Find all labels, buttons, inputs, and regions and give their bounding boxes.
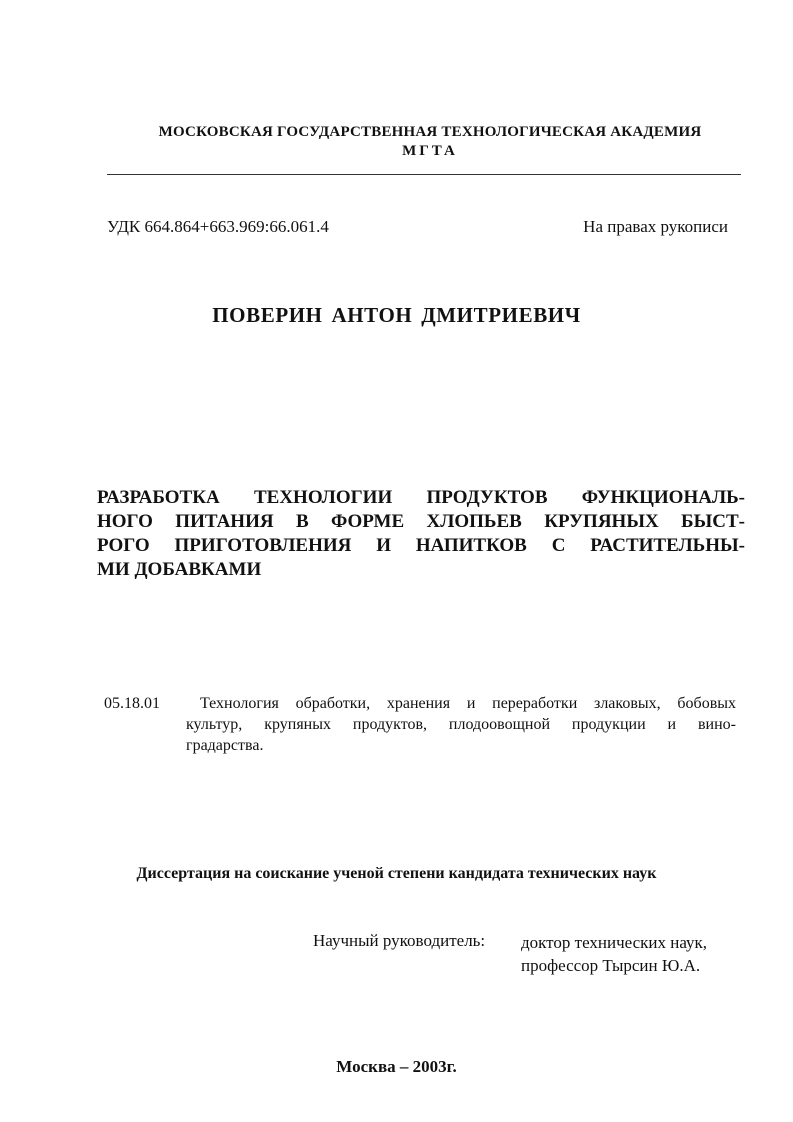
title-line: РАЗРАБОТКА ТЕХНОЛОГИИ ПРОДУКТОВ ФУНКЦИОНАЛЬ-	[97, 487, 745, 508]
institution-abbreviation: МГТА	[402, 143, 458, 159]
udk-code: УДК 664.864+663.969:66.061.4	[107, 217, 329, 236]
specialty-line: культур, крупяных продуктов, плодоовощной продукции и вино-	[186, 716, 736, 733]
title-line: НОГО ПИТАНИЯ В ФОРМЕ ХЛОПЬЕВ КРУПЯНЫХ БЫСТ-	[97, 511, 745, 532]
institution-name: МОСКОВСКАЯ ГОСУДАРСТВЕННАЯ ТЕХНОЛОГИЧЕСКАЯ АКАДЕМИЯ	[158, 124, 702, 140]
author-name: ПОВЕРИН АНТОН ДМИТРИЕВИЧ	[212, 303, 581, 327]
specialty-code: 05.18.01	[104, 695, 160, 712]
title-line: РОГО ПРИГОТОВЛЕНИЯ И НАПИТКОВ С РАСТИТЕЛЬНЫ-	[97, 535, 745, 556]
supervisor-line: доктор технических наук,	[521, 933, 708, 952]
header-divider	[107, 174, 741, 175]
specialty-line: Технология обработки, хранения и переработки злаковых, бобовых	[200, 695, 736, 712]
title-line: МИ ДОБАВКАМИ	[97, 559, 262, 580]
city-year: Москва – 2003г.	[336, 1057, 457, 1076]
supervisor-details	[521, 931, 707, 977]
specialty-description	[186, 693, 736, 756]
supervisor-label: Научный руководитель:	[313, 931, 486, 950]
degree-statement: Диссертация на соискание ученой степени кандидата технических наук	[136, 865, 657, 882]
specialty-line: градарства.	[186, 737, 264, 754]
rights-notice: На правах рукописи	[583, 217, 728, 236]
supervisor-line: профессор Тырсин Ю.А.	[521, 956, 701, 975]
dissertation-title	[97, 486, 745, 582]
